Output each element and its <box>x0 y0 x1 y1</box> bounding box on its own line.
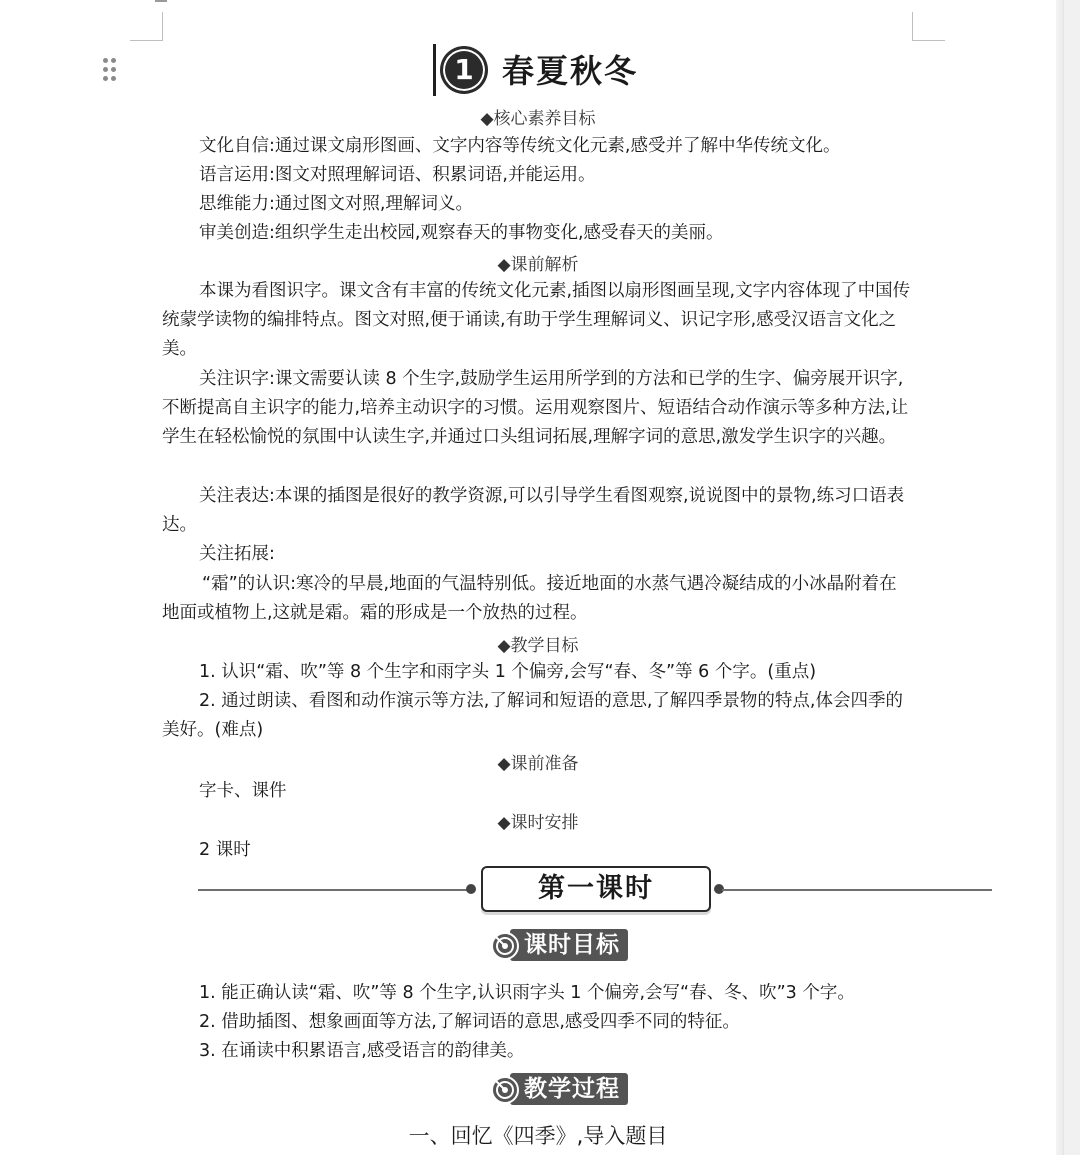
period-goal-3: 3. 在诵读中积累语言,感受语言的韵律美。 <box>199 1041 525 1061</box>
divider-right <box>722 889 992 891</box>
schedule-heading: ◆课时安排 <box>497 813 579 833</box>
block-drag-handle-icon[interactable] <box>101 57 119 83</box>
prep-heading: ◆课前准备 <box>497 754 579 774</box>
analysis-paragraph-2 <box>162 365 914 453</box>
lesson-number-badge: 1 <box>440 46 488 94</box>
analysis-text-3: 关注表达:本课的插图是很好的教学资源,可以引导学生看图观察,说说图中的景物,练习口语表达。 <box>162 486 905 536</box>
schedule-text: 2 课时 <box>199 840 251 860</box>
page-corner-mark-left <box>130 12 163 41</box>
period-goals-tag <box>490 929 630 965</box>
text-cursor-bar <box>433 44 436 96</box>
page-corner-mark-right <box>912 12 945 41</box>
core-goal-4: 审美创造:组织学生走出校园,观察春天的事物变化,感受春天的美丽。 <box>199 223 724 243</box>
core-goal-2: 语言运用:图文对照理解词语、积累词语,并能运用。 <box>199 165 596 185</box>
teaching-goal-2 <box>162 687 914 745</box>
lesson-title: 春夏秋冬 <box>502 52 639 90</box>
target-icon <box>490 1075 520 1105</box>
process-tag <box>490 1073 630 1109</box>
analysis-paragraph-5 <box>162 570 914 628</box>
analysis-text-4: 关注拓展: <box>199 544 275 564</box>
target-icon <box>490 931 520 961</box>
ruler-tick <box>155 0 167 2</box>
analysis-paragraph-4 <box>162 540 914 569</box>
core-goal-3: 思维能力:通过图文对照,理解词义。 <box>199 194 473 214</box>
analysis-text-5: “霜”的认识:寒冷的早晨,地面的气温特别低。接近地面的水蒸气遇冷凝结成的小冰晶附着在地面或植物上,这就是霜。霜的形成是一个放热的过程。 <box>162 574 897 624</box>
teaching-goals-heading: ◆教学目标 <box>497 636 579 656</box>
period-goal-1: 1. 能正确认读“霜、吹”等 8 个生字,认识雨字头 1 个偏旁,会写“春、冬、吹”3 个字。 <box>199 983 855 1003</box>
divider-dot-left <box>466 884 476 894</box>
core-goal-1: 文化自信:通过课文扇形图画、文字内容等传统文化元素,感受并了解中华传统文化。 <box>199 136 841 156</box>
divider-left <box>198 889 468 891</box>
core-goals-heading: ◆核心素养目标 <box>480 109 596 129</box>
teaching-goal-text-1: 1. 认识“霜、吹”等 8 个生字和雨字头 1 个偏旁,会写“春、冬”等 6 个字。(重点) <box>199 662 817 682</box>
teaching-goal-1 <box>162 658 914 687</box>
period-goal-2: 2. 借助插图、想象画面等方法,了解词语的意思,感受四季不同的特征。 <box>199 1012 740 1032</box>
process-step-1-heading: 一、回忆《四季》,导入题目 <box>408 1124 668 1148</box>
period-title: 第一课时 <box>481 866 711 912</box>
process-tag-label: 教学过程 <box>510 1073 628 1105</box>
vertical-scrollbar[interactable] <box>1063 0 1080 1155</box>
prep-text: 字卡、课件 <box>199 781 287 801</box>
teaching-goal-text-2: 2. 通过朗读、看图和动作演示等方法,了解词和短语的意思,了解四季景物的特点,体会四季的美好。(难点) <box>162 691 903 741</box>
analysis-text-1: 本课为看图识字。课文含有丰富的传统文化元素,插图以扇形图画呈现,文字内容体现了中国传统蒙学读物的编排特点。图文对照,便于诵读,有助于学生理解词义、识记字形,感受汉语言文化之美。 <box>162 281 911 360</box>
analysis-heading: ◆课前解析 <box>497 255 579 275</box>
analysis-text-2: 关注识字:课文需要认读 8 个生字,鼓励学生运用所学到的方法和已学的生字、偏旁展开识字,不断提高自主识字的能力,培养主动识字的习惯。运用观察图片、短语结合动作演示等多种方法,让学生在轻松愉悦的氛围中认读生字,并通过口头组词拓展,理解字词的意思,激发学生识字的兴趣。 <box>162 369 909 448</box>
lesson-title-row <box>430 40 690 100</box>
period-banner <box>198 866 992 914</box>
period-goals-tag-label: 课时目标 <box>510 929 628 961</box>
analysis-paragraph-1 <box>162 277 914 365</box>
analysis-paragraph-3 <box>162 482 914 540</box>
